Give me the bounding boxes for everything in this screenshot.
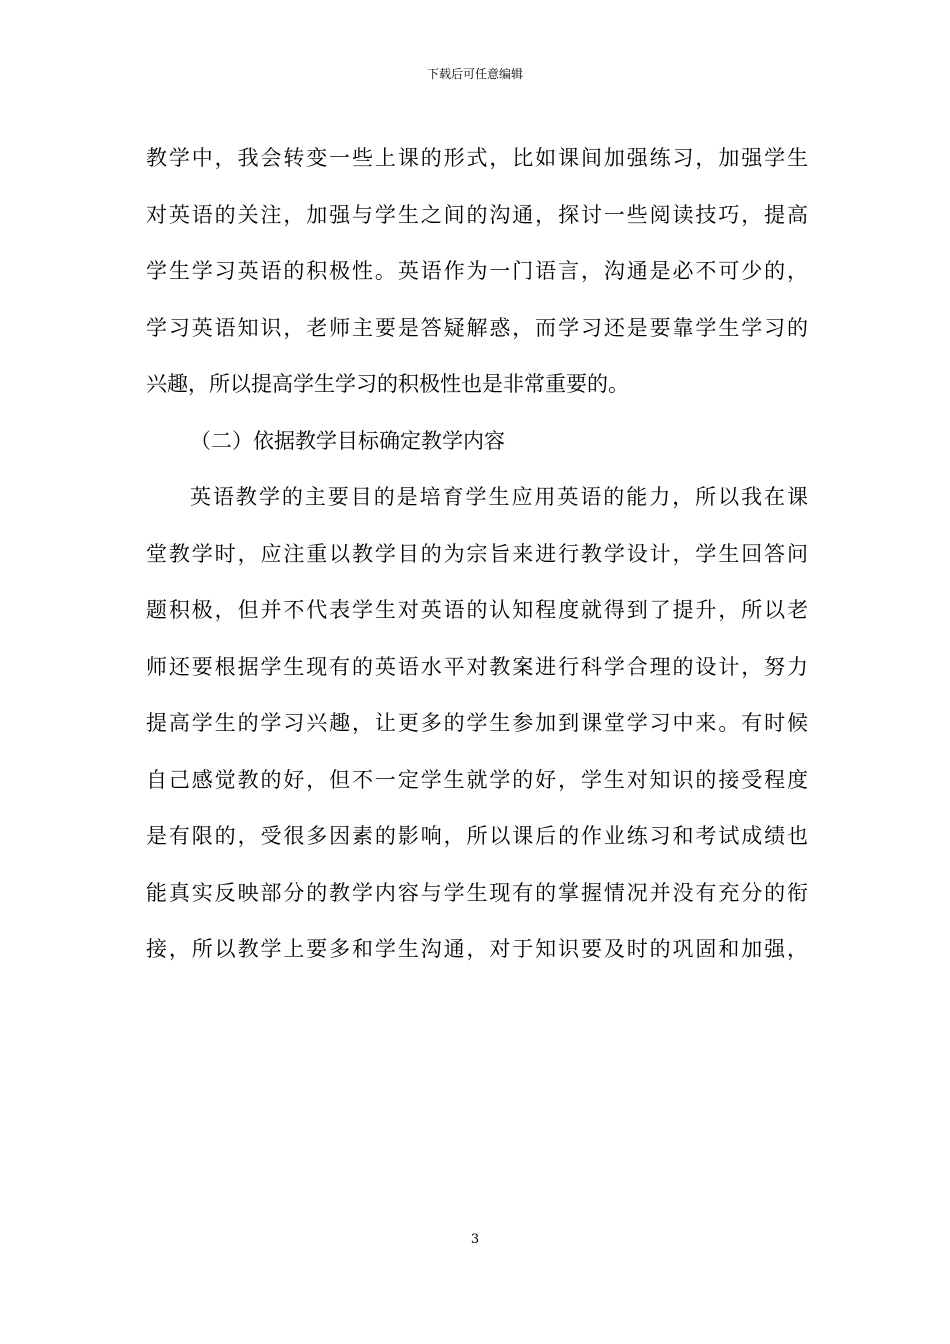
text-line: 是有限的，受很多因素的影响，所以课后的作业练习和考试成绩也	[146, 824, 808, 848]
text-line: 能真实反映部分的教学内容与学生现有的掌握情况并没有充分的衔	[146, 880, 808, 905]
text-line: 兴趣，所以提高学生学习的积极性也是非常重要的。	[146, 372, 629, 396]
text-line: 英语教学的主要目的是培育学生应用英语的能力，所以我在课	[190, 485, 808, 509]
page-number: 3	[470, 1232, 480, 1247]
body-text	[146, 130, 808, 978]
text-line: 学习英语知识，老师主要是答疑解惑，而学习还是要靠学生学习的	[146, 315, 808, 340]
text-line: 对英语的关注，加强与学生之间的沟通，探讨一些阅读技巧，提高	[146, 202, 808, 227]
text-line: 题积极，但并不代表学生对英语的认知程度就得到了提升，所以老	[146, 598, 808, 622]
section-heading: （二）依据教学目标确定教学内容	[190, 428, 505, 453]
text-line: 堂教学时，应注重以教学目的为宗旨来进行教学设计，学生回答问	[146, 541, 808, 566]
text-line: 师还要根据学生现有的英语水平对教案进行科学合理的设计，努力	[146, 654, 808, 679]
text-line: 接，所以教学上要多和学生沟通，对于知识要及时的巩固和加强，	[146, 937, 808, 961]
text-line: 教学中，我会转变一些上课的形式，比如课间加强练习，加强学生	[146, 146, 808, 170]
header-note: 下载后可任意编辑	[426, 67, 523, 81]
text-line: 提高学生的学习兴趣，让更多的学生参加到课堂学习中来。有时候	[146, 711, 808, 735]
text-line: 学生学习英语的积极性。英语作为一门语言，沟通是必不可少的，	[146, 259, 808, 283]
text-line: 自己感觉教的好，但不一定学生就学的好，学生对知识的接受程度	[146, 767, 808, 792]
